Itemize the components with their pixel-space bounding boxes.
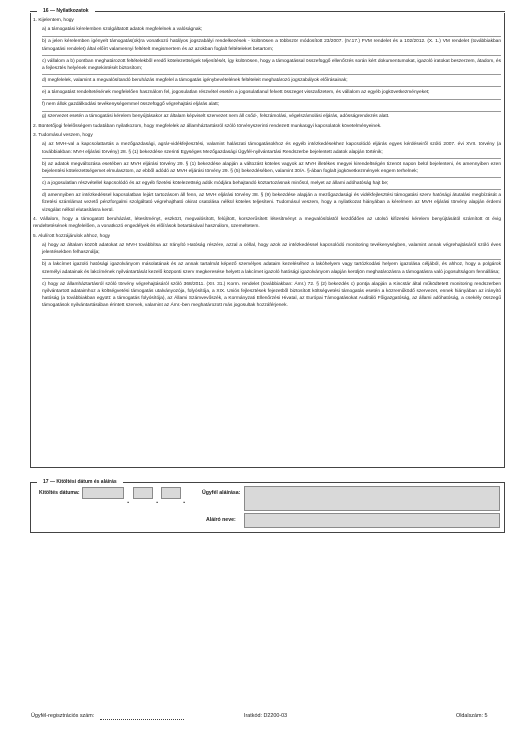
declaration-subitem: c) hogy az államháztartásról szóló törvény végrehajtásáról szóló 368/2011. (XII. 31.) Korm. rendelet (továbbiakban: Ámr.) 72. § (2) bekezdés c) pontja alapján a Kincstár által működtetett monitoring rendszerben nyilvántartott adataimhoz a költségvetési támogatás utalványozója, folyósítója, a XIX. Uniós fejlesztések fejezetből biztosított költségvetési támogatás esetén a közreműködő szervezet, ennek hiányában az irányító hatóság (a továbbiakban együtt: a támogatás folyósítója), az Állami Számvevőszék, a Kormányzati Ellenőrzési Hivatal, az Európai Támogatásokat Auditáló Főigazgatóság, az állami adóhatóság, a csekély összegű támogatások nyilvántartásában érintett szervek, valamint az Ámr.-ben meghatározott más jogosultak hozzáférjenek. bbox=[42, 281, 501, 309]
declaration-subitem: b) a lakcímet igazoló hatósági igazolványom másolatának és az annak tartalmát képező személyes adataim kezeléséhez a lakóhelyem vagy tartózkodási helyem igazolása céljából, és ahhoz, hogy a polgárok személyi adatainak és lakcímének nyilvántartását kezelő központi szerv megkeresése helyett a lakcímet igazoló hatósági igazolványom alapján kerüljön meghatározásra a támogatásra való jogosultságom fennállása; bbox=[42, 262, 501, 275]
declaration-subitem: b) a jelen kérelemben igényelt támogatás(ok)ra vonatkozó hatályos jogszabályi rendelkezések - különösen a többször módosított 23/2007. (IV.17.) FVM rendelet és a 102/2012. (X. 1.) VM rendelet (továbbiakban támogatási rendelet) által előírt valamennyi feltételt megismertem és az azokban foglalt feltételeket betartom; bbox=[42, 39, 501, 52]
declaration-item: 3. Tudomásul veszem, hogy bbox=[33, 133, 93, 138]
declarations-text bbox=[33, 16, 501, 312]
section-16-title: 16 — Nyilatkozatok bbox=[43, 8, 89, 14]
date-label: Kitöltés dátuma: bbox=[39, 490, 80, 496]
item-separator bbox=[42, 177, 501, 178]
declaration-subitem: a) az MVH-val a kapcsolattartás a mezőgazdasági, agrár-vidékfejlesztési, valamint halászati támogatásokhoz és egyéb intézkedésekhez kapcsolódó eljárás egyes kérdéseiről szóló 2007. évi XVII. törvény (a továbbiakban: MVH eljárási törvény) 28. § (1) bekezdése szerinti Egységes Mezőgazdasági Ügyfél-nyilvántartási Rendszerbe bejelentett adatok alapján történik; bbox=[42, 142, 501, 155]
date-month-field[interactable] bbox=[133, 487, 153, 499]
declaration-subitem: g) szervezet esetén a támogatási kérelem benyújtásakor az általam képviselt szervezet nem áll csőd-, felszámolási, végelszámolási eljárás, adósságrendezés alatt. bbox=[42, 114, 390, 120]
declaration-subitem: c) a jogosulatlan részvétellel kapcsolódó és az egyéb fizetési kötelezettség adók módjára behajtandó köztartozásnak minősül, melyet az állami adóhatóság hajt be; bbox=[42, 181, 389, 186]
declaration-subitem: d) amennyiben az intézkedéssel kapcsolatban lejárt tartozásom áll fenn, az MVH eljárási törvény 38. § (9) bekezdése alapján a mezőgazdasági és vidékfejlesztési támogatási szerv hatósági átutalási megbízását a fizetési számlámat vezető pénzforgalmi szolgáltató végrehajtható okirat csatolása nélkül köteles teljesíteni. Tudomásul veszem, hogy a nyilatkozat hiányában a kérelmem az MVH eljárási törvény alapján érdemi vizsgálat nélkül elutasításra kerül. bbox=[42, 193, 501, 213]
date-separator: . bbox=[183, 496, 186, 505]
section-17-title: 17 — Kitöltési dátum és aláírás bbox=[43, 479, 117, 485]
declaration-subitem: e) a támogatást rendeltetésének megfelelően használom fel, jogosulatlan részvétel esetén a jogosulatlanul felvett összeget visszafizetem, és vállalom az egyéb jogkövetkezményeket; bbox=[42, 90, 430, 96]
item-separator bbox=[42, 86, 501, 87]
item-separator bbox=[42, 55, 501, 56]
signature-label: Ügyfél aláírása: bbox=[202, 490, 241, 496]
item-separator bbox=[42, 99, 501, 100]
declaration-subitem: f) nem állok gazdálkodási tevékenységemmel összefüggő végrehajtási eljárás alatt; bbox=[42, 102, 220, 108]
item-separator bbox=[42, 36, 501, 37]
declaration-subitem: a) a támogatási kérelemben szolgáltatott adatok megfelelnek a valóságnak; bbox=[42, 27, 203, 33]
item-separator bbox=[42, 74, 501, 75]
item-separator bbox=[42, 158, 501, 159]
date-year-field[interactable] bbox=[82, 487, 124, 499]
date-separator: . bbox=[127, 496, 130, 505]
header-rule bbox=[95, 11, 505, 12]
declaration-item: 4. Vállalom, hogy a támogatott beruházást, létesítményt, eszközt, megvalósított, felújított, korszerűsített létesítményt a megvalósítástól kezdődően az utolsó kifizetési kérelem benyújtásától számított öt évig rendeltetésének megfelelően, a vonatkozó engedélyek és előírások betartásával használom, üzemeltetem. bbox=[33, 216, 501, 230]
declaration-item: 2. Büntetőjogi felelősségem tudatában nyilatkozom, hogy megfelelek az államháztartásról szóló törvényszerinti rendezett munkaügyi kapcsolatok követelményeinek. bbox=[33, 123, 382, 129]
declaration-subitem: d) megfelelek, valamint a megvalósítandó beruházás megfelel a támogatás igénybevételének feltételeit meghatározó jogszabályok előírásainak; bbox=[42, 78, 348, 84]
declaration-subitem: c) vállalom a b) pontban meghatározott feltételekből eredő kötelezettségek teljesítését, így különösen, hogy a támogatással összefüggő ellenőrzés során kért dokumentumokat, igazoló iratokat beszerzem, átadom, és a fejlesztés helyének megtekintését biztosítom; bbox=[42, 58, 501, 71]
item-separator bbox=[42, 111, 501, 112]
header-rule bbox=[30, 11, 37, 12]
client-id-label: Ügyfél-regisztrációs szám: bbox=[31, 713, 95, 719]
date-separator: . bbox=[156, 496, 159, 505]
declaration-item: 1. Kijelentem, hogy bbox=[33, 18, 74, 23]
declaration-item: 5. Alulírott hozzájárulok ahhoz, hogy bbox=[33, 233, 111, 239]
declaration-subitem: a) hogy az általam közölt adatokat az MVH továbbítsa az Irányító Hatóság részére, azzal a céllal, hogy azok az intézkedéssel kapcsolódó monitoring tevékenységben, valamint annak végrehajtásáról szóló éves jelentésekben felhasználja; bbox=[42, 243, 501, 256]
signer-name-field[interactable] bbox=[244, 513, 500, 528]
item-separator bbox=[42, 259, 501, 260]
declaration-subitem: b) az adatok megváltozása esetében az MVH eljárási törvény 29. § (1) bekezdése alapján a változást köteles vagyok az MVH illetékes megyei kirendeltségén tizenöt napon belül bejelenteni, és amennyiben ezen bejelentési kötelezettségemet elmulasztom, az ebből adódó az MVH eljárási törvény 29. § (5) bekezdésében, valamint 30/A. §-ában foglalt jogkövetkezmények engem terhelnek; bbox=[42, 161, 501, 174]
signer-name-label: Aláíró neve: bbox=[206, 517, 236, 523]
item-separator bbox=[42, 278, 501, 279]
form-code: Iratkód: D2200-03 bbox=[244, 713, 288, 719]
item-separator bbox=[42, 189, 501, 190]
client-id-field[interactable] bbox=[100, 709, 184, 720]
page-number: Oldalszám: 5 bbox=[456, 713, 488, 719]
date-day-field[interactable] bbox=[161, 487, 181, 499]
signature-field[interactable] bbox=[244, 486, 500, 511]
